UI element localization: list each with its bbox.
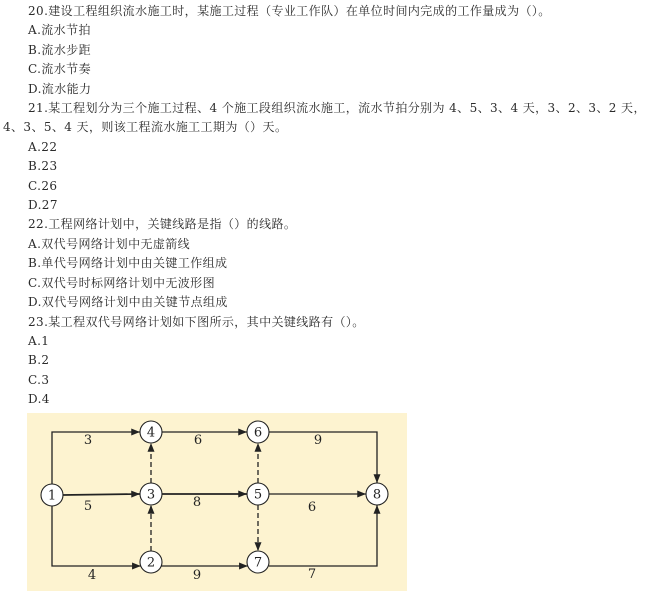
question-22-stem: 22.工程网络计划中，关键线路是指（）的线路。	[28, 217, 297, 232]
activity-duration-4-6: 6	[193, 433, 203, 448]
node-5	[247, 483, 269, 505]
question-23	[3, 313, 647, 410]
node-label: 7	[253, 555, 263, 571]
question-23-stem: 23.某工程双代号网络计划如下图所示，其中关键线路有（）。	[28, 314, 365, 329]
node-label: 4	[146, 425, 156, 441]
question-22-option-d: D.双代号网络计划中由关键节点组成	[28, 295, 228, 310]
node-label: 5	[253, 487, 263, 503]
network-diagram-figure	[27, 413, 407, 591]
question-20-option-a: A.流水节拍	[28, 23, 91, 38]
network-diagram	[27, 413, 407, 591]
question-20-option-b: B.流水步距	[28, 42, 92, 57]
node-7	[247, 551, 269, 573]
question-20	[3, 2, 647, 99]
activity-duration-1-3: 5	[83, 499, 93, 514]
activity-duration-5-8: 6	[307, 500, 317, 515]
activity-arrow-1-3	[63, 494, 140, 495]
node-3	[140, 483, 162, 505]
exam-questions	[3, 2, 647, 410]
node-label: 1	[47, 488, 57, 504]
node-8	[366, 483, 388, 505]
question-22-option-a: A.双代号网络计划中无虚箭线	[28, 236, 191, 251]
node-4	[140, 421, 162, 443]
question-21-option-c: C.26	[28, 178, 58, 193]
question-20-option-c: C.流水节奏	[28, 62, 91, 77]
question-21-option-a: A.22	[28, 139, 58, 154]
question-21-stem: 21.某工程划分为三个施工过程、4 个施工段组织流水施工，流水节拍分别为 4、5、3、4 天，3、2、3、2 天，4、3、5、4 天，则该工程流水施工工期为（）天。	[3, 101, 646, 135]
question-22-option-b: B.单代号网络计划中由关键工作组成	[28, 256, 228, 271]
node-label: 2	[146, 555, 156, 571]
activity-arrow-1-2	[52, 506, 141, 566]
activity-arrow-1-4	[52, 432, 140, 484]
question-21	[3, 99, 647, 215]
question-22-option-c: C.双代号时标网络计划中无波形图	[28, 275, 215, 290]
node-2	[140, 551, 162, 573]
node-label: 8	[372, 487, 382, 503]
question-20-option-d: D.流水能力	[28, 81, 92, 96]
question-21-option-d: D.27	[28, 198, 58, 213]
activity-duration-2-7: 9	[192, 568, 202, 583]
node-1	[41, 484, 63, 506]
activity-duration-3-5: 8	[192, 495, 202, 510]
node-6	[247, 421, 269, 443]
activity-arrow-6-8	[269, 432, 377, 483]
question-23-option-c: C.3	[28, 372, 50, 387]
question-20-stem: 20.建设工程组织流水施工时，某施工过程（专业工作队）在单位时间内完成的工作量成为（）。	[28, 4, 551, 18]
question-23-option-a: A.1	[28, 333, 50, 348]
activity-duration-1-2: 4	[87, 568, 97, 583]
question-23-option-d: D.4	[28, 392, 50, 407]
node-label: 3	[146, 487, 156, 503]
node-label: 6	[253, 425, 263, 441]
activity-duration-6-8: 9	[313, 433, 323, 448]
activity-duration-1-4: 3	[83, 433, 93, 448]
activity-duration-7-8: 7	[307, 567, 317, 582]
question-22	[3, 215, 647, 312]
question-23-option-b: B.2	[28, 353, 50, 368]
activity-arrow-7-8	[269, 505, 377, 566]
question-21-option-b: B.23	[28, 159, 58, 174]
